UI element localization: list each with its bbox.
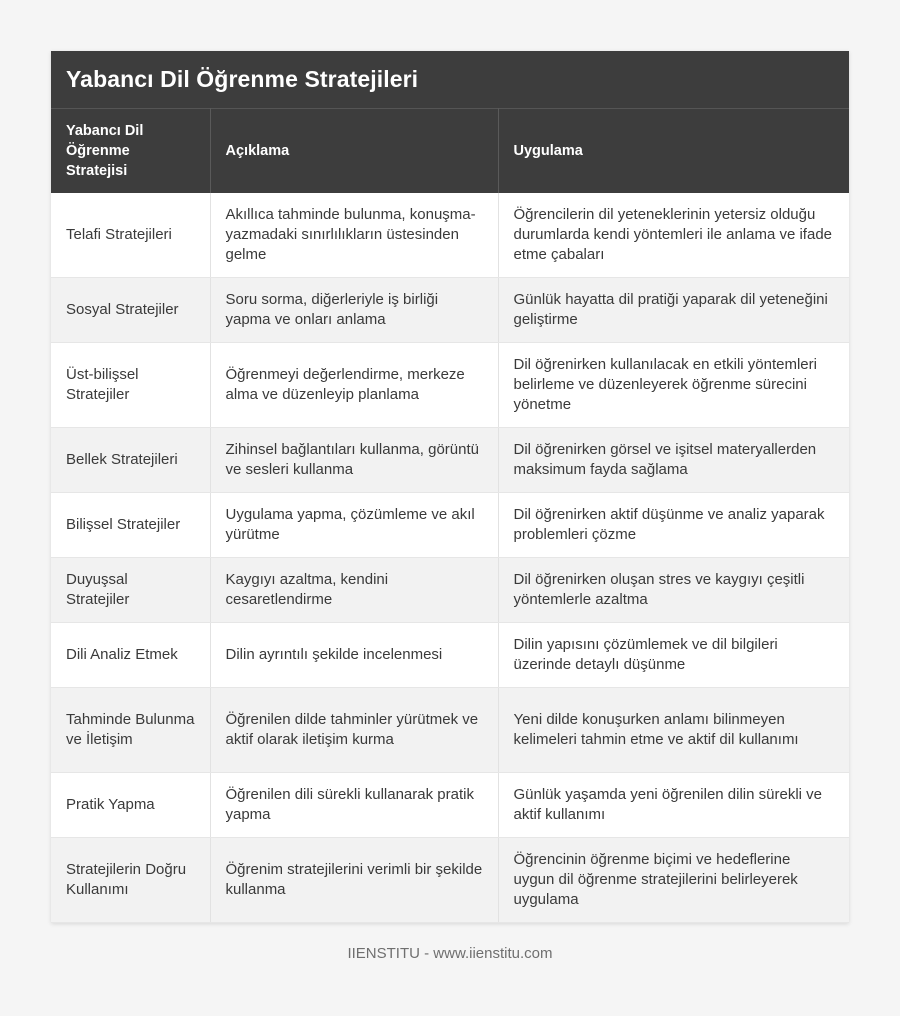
table-row — [51, 343, 849, 428]
table-row — [51, 623, 849, 688]
table-row — [51, 838, 849, 923]
description-cell: Öğrenilen dilde tahminler yürütmek ve aktif olarak iletişim kurma — [210, 688, 498, 773]
application-cell: Öğrencinin öğrenme biçimi ve hedeflerine uygun dil öğrenme stratejilerini belirleyerek uygulama — [498, 838, 849, 923]
application-cell: Günlük hayatta dil pratiği yaparak dil yeteneğini geliştirme — [498, 278, 849, 343]
description-cell: Öğrenmeyi değerlendirme, merkeze alma ve düzenleyip planlama — [210, 343, 498, 428]
table-row — [51, 688, 849, 773]
application-cell: Dil öğrenirken oluşan stres ve kaygıyı çeşitli yöntemlerle azaltma — [498, 558, 849, 623]
application-cell: Dil öğrenirken kullanılacak en etkili yöntemleri belirleme ve düzenleyerek öğrenme sürecini yönetme — [498, 343, 849, 428]
strategy-cell: Üst-bilişsel Stratejiler — [51, 343, 210, 428]
description-cell: Uygulama yapma, çözümleme ve akıl yürütme — [210, 493, 498, 558]
application-cell: Dil öğrenirken görsel ve işitsel materyallerden maksimum fayda sağlama — [498, 428, 849, 493]
strategies-card — [51, 51, 849, 923]
description-cell: Öğrenilen dili sürekli kullanarak pratik yapma — [210, 773, 498, 838]
description-cell: Dilin ayrıntılı şekilde incelenmesi — [210, 623, 498, 688]
footer-credit: IIENSTITU - www.iienstitu.com — [347, 945, 553, 962]
table-row — [51, 428, 849, 493]
title-bar — [51, 51, 849, 108]
strategy-cell: Tahminde Bulunma ve İletişim — [51, 688, 210, 773]
application-cell: Günlük yaşamda yeni öğrenilen dilin sürekli ve aktif kullanımı — [498, 773, 849, 838]
header-row — [51, 109, 849, 194]
strategy-cell: Stratejilerin Doğru Kullanımı — [51, 838, 210, 923]
table-row — [51, 773, 849, 838]
application-cell: Dil öğrenirken aktif düşünme ve analiz yaparak problemleri çözme — [498, 493, 849, 558]
description-cell: Kaygıyı azaltma, kendini cesaretlendirme — [210, 558, 498, 623]
column-header-description: Açıklama — [210, 109, 498, 194]
table-row — [51, 493, 849, 558]
strategy-cell: Sosyal Stratejiler — [51, 278, 210, 343]
strategy-cell: Bellek Stratejileri — [51, 428, 210, 493]
strategies-table — [51, 108, 849, 923]
description-cell: Öğrenim stratejilerini verimli bir şekilde kullanma — [210, 838, 498, 923]
strategy-cell: Pratik Yapma — [51, 773, 210, 838]
strategy-cell: Telafi Stratejileri — [51, 193, 210, 278]
strategy-cell: Dili Analiz Etmek — [51, 623, 210, 688]
description-cell: Zihinsel bağlantıları kullanma, görüntü ve sesleri kullanma — [210, 428, 498, 493]
strategy-cell: Duyuşsal Stratejiler — [51, 558, 210, 623]
application-cell: Öğrencilerin dil yeteneklerinin yetersiz olduğu durumlarda kendi yöntemleri ile anlama ve ifade etme çabaları — [498, 193, 849, 278]
page-title: Yabancı Dil Öğrenme Stratejileri — [66, 66, 419, 92]
table-row — [51, 278, 849, 343]
table-row — [51, 193, 849, 278]
table-row — [51, 558, 849, 623]
description-cell: Akıllıca tahminde bulunma, konuşma-yazmadaki sınırlılıkların üstesinden gelme — [210, 193, 498, 278]
table-header — [51, 109, 849, 194]
description-cell: Soru sorma, diğerleriyle iş birliği yapma ve onları anlama — [210, 278, 498, 343]
strategy-cell: Bilişsel Stratejiler — [51, 493, 210, 558]
column-header-strategy: Yabancı Dil Öğrenme Stratejisi — [51, 109, 210, 194]
column-header-application: Uygulama — [513, 143, 583, 159]
application-cell: Dilin yapısını çözümlemek ve dil bilgileri üzerinde detaylı düşünme — [498, 623, 849, 688]
application-cell: Yeni dilde konuşurken anlamı bilinmeyen kelimeleri tahmin etme ve aktif dil kullanımı — [498, 688, 849, 773]
table-body — [51, 193, 849, 923]
